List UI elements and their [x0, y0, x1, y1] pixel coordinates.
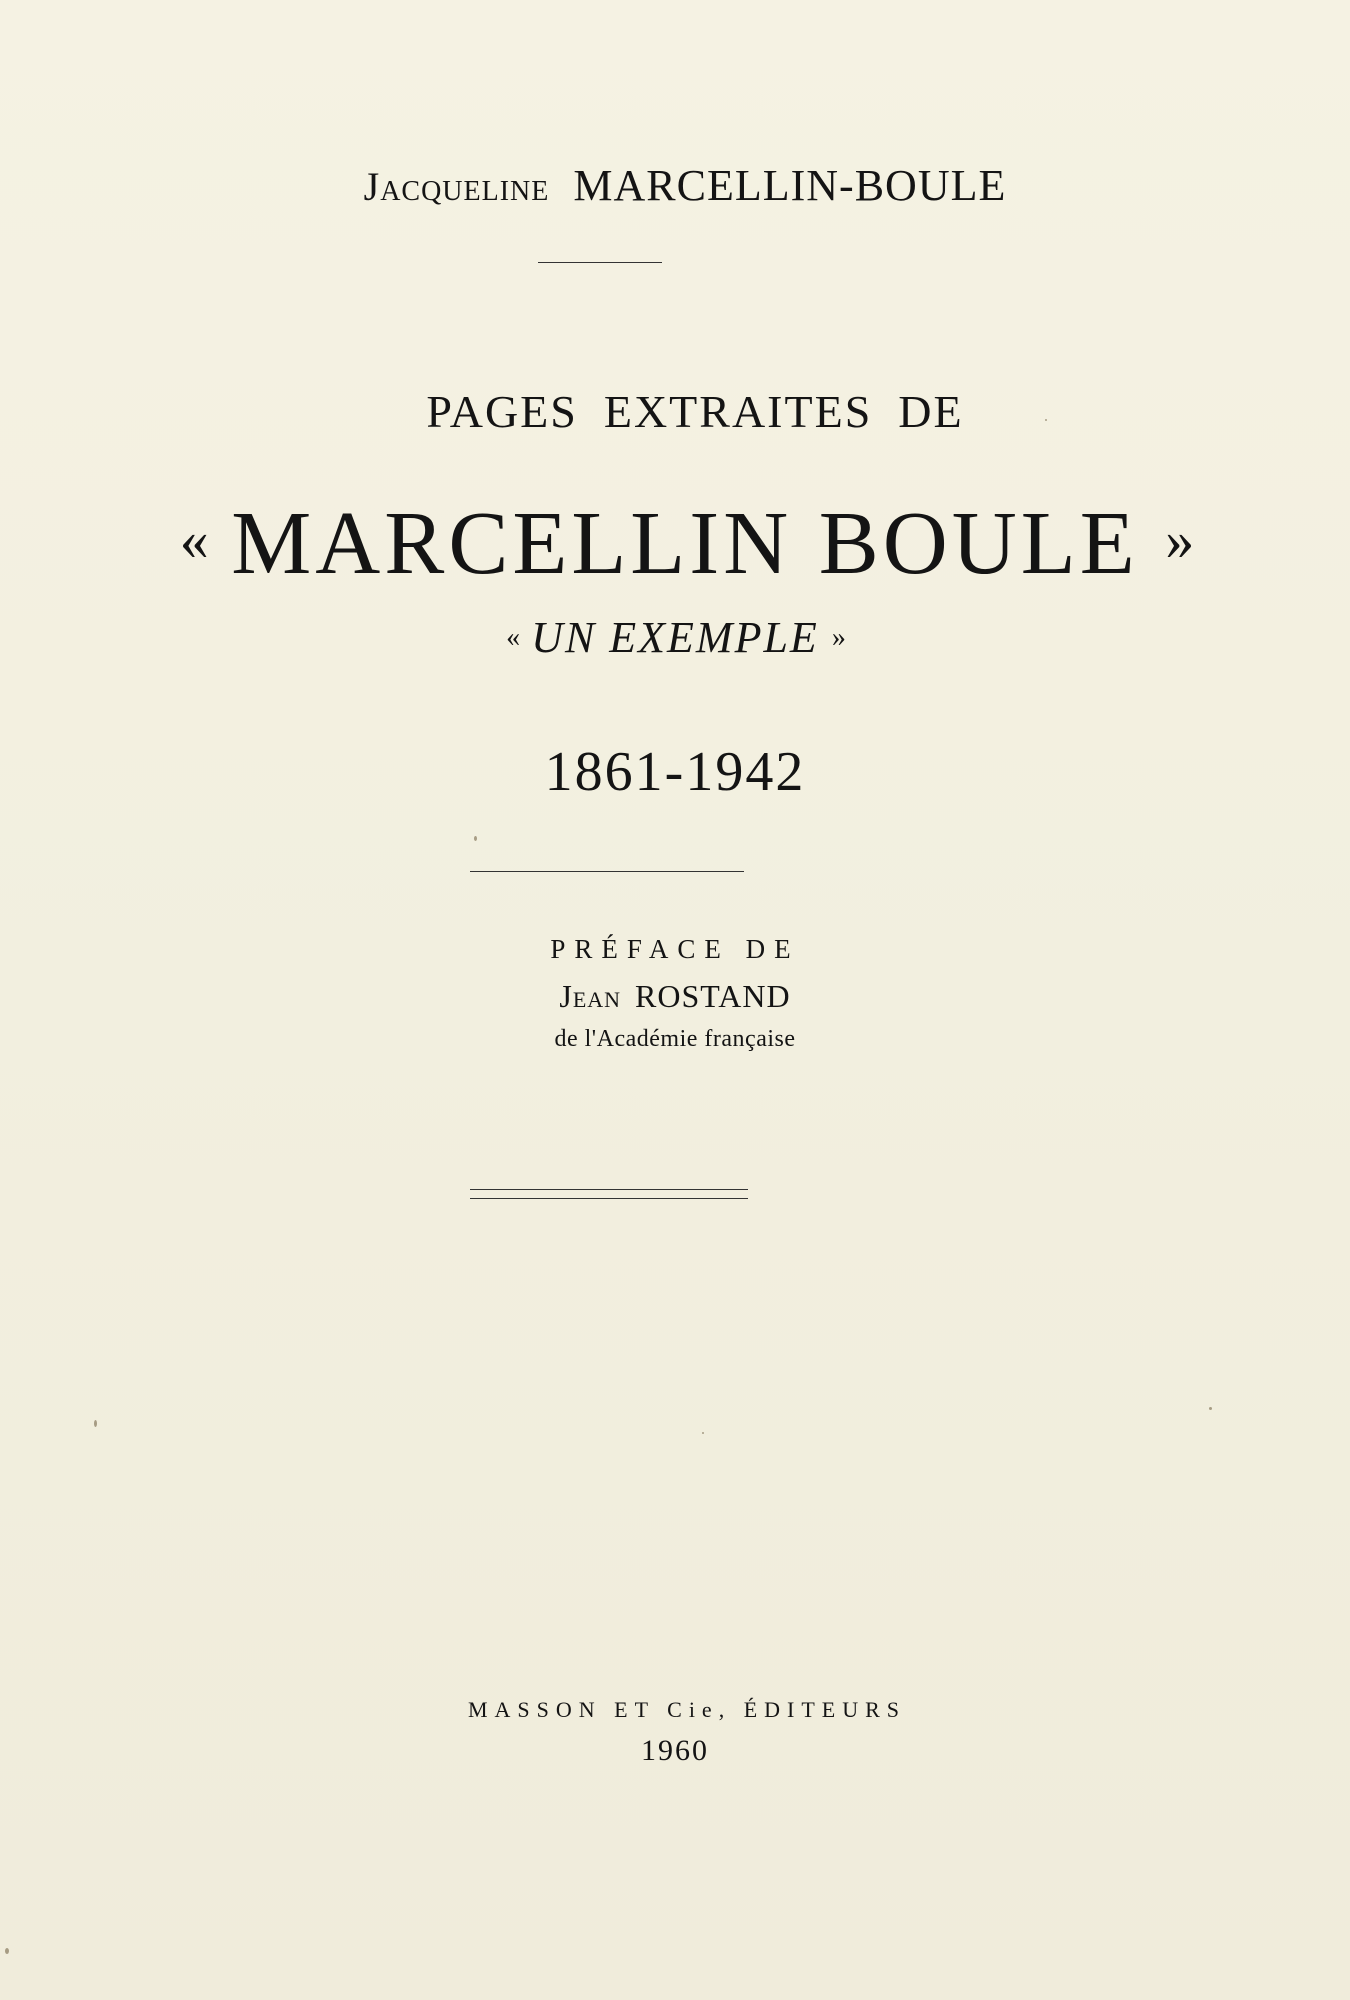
preface-last-name: ROSTAND — [635, 978, 791, 1014]
heading-word-2: EXTRAITES — [603, 386, 873, 437]
title-open-quote: « — [179, 507, 205, 572]
paper-speck — [474, 836, 477, 841]
divider-rule-middle — [470, 871, 744, 872]
heading-pages-extraites — [0, 385, 1350, 438]
preface-first-name: Jean — [559, 978, 622, 1014]
paper-speck — [94, 1420, 97, 1427]
life-years: 1861-1942 — [544, 741, 806, 803]
paper-speck — [1209, 1407, 1212, 1410]
preface-author — [0, 978, 1350, 1015]
author-first-name: Jacqueline — [363, 164, 550, 209]
paper-speck — [702, 1432, 704, 1434]
paper-speck — [5, 1948, 9, 1954]
preface-affiliation: de l'Académie française — [554, 1026, 796, 1052]
author-last-name: MARCELLIN-BOULE — [573, 161, 1007, 210]
title-text: MARCELLIN BOULE — [231, 494, 1139, 593]
book-subtitle — [0, 612, 1350, 663]
heading-word-1: PAGES — [426, 386, 578, 437]
subtitle-open-quote: « — [506, 622, 519, 653]
double-rule-upper — [470, 1189, 748, 1190]
author-name — [0, 160, 1350, 211]
heading-word-3: DE — [898, 386, 964, 437]
divider-rule-top — [538, 262, 662, 263]
subtitle-text: UN EXEMPLE — [531, 613, 819, 662]
publisher-name: MASSON ET Cie, ÉDITEURS — [467, 1697, 907, 1722]
preface-label: PRÉFACE DE — [550, 934, 800, 964]
title-close-quote: » — [1165, 507, 1191, 572]
publication-year: 1960 — [641, 1734, 709, 1767]
book-title — [0, 492, 1350, 595]
subtitle-close-quote: » — [831, 622, 844, 653]
paper-speck — [1045, 419, 1047, 421]
double-rule-lower — [470, 1198, 748, 1199]
